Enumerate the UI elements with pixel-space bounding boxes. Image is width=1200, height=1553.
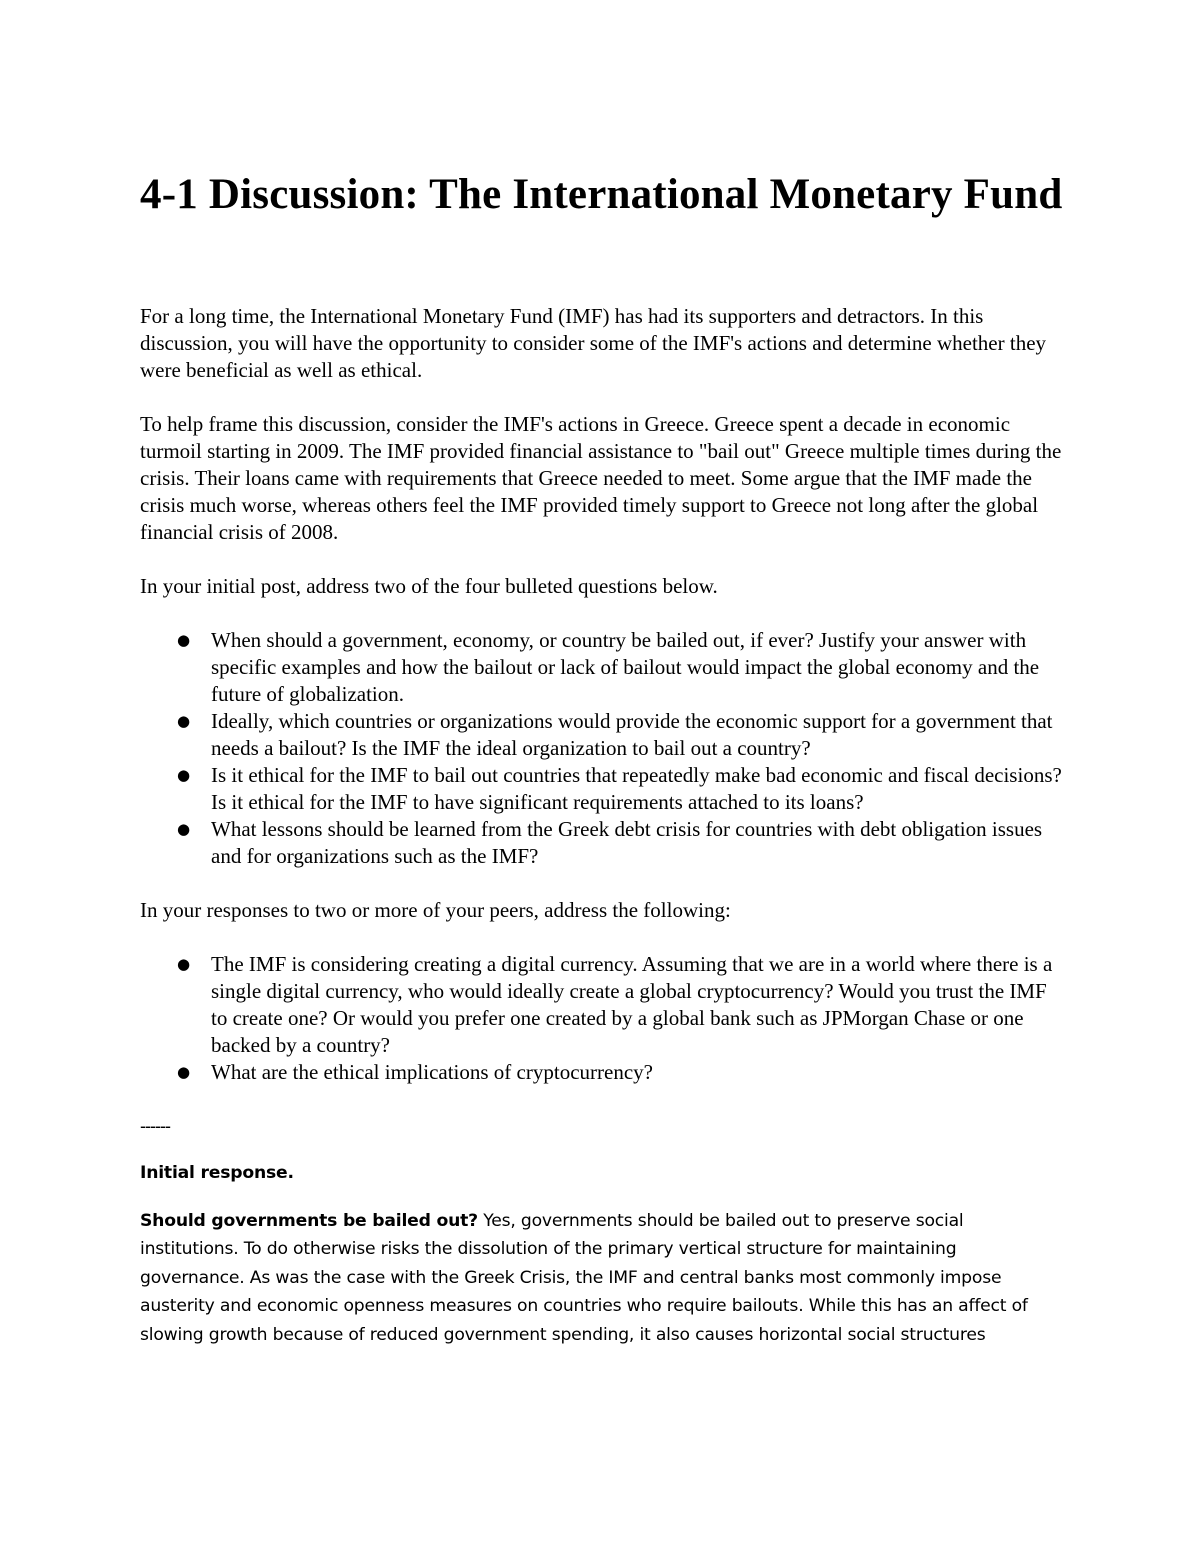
peer-questions-list: [140, 951, 1065, 1086]
frame-paragraph: To help frame this discussion, consider the IMF's actions in Greece. Greece spent a decade in economic turmoil starting in 2009. The IMF provided financial assistance to "bail out" Greece multiple times during the crisis. Their loans came with requirements that Greece needed to meet. Some argue that the IMF made the crisis much worse, whereas others feel the IMF provided timely support to Greece not long after the global financial crisis of 2008.: [140, 412, 1062, 544]
document-content: [140, 165, 1065, 1349]
question-text: What are the ethical implications of cryptocurrency?: [211, 1060, 653, 1084]
list-item: [140, 816, 1065, 870]
list-item: [140, 1059, 1065, 1086]
bullet-icon: ●: [177, 820, 191, 838]
section-separator: ------: [140, 1116, 170, 1136]
response-lead: Should governments be bailed out?: [140, 1210, 478, 1231]
intro-paragraph: For a long time, the International Monetary Fund (IMF) has had its supporters and detractors. In this discussion, you will have the opportunity to consider some of the IMF's actions and determine whether they were beneficial as well as ethical.: [140, 304, 1047, 382]
bullet-icon: ●: [177, 712, 191, 730]
question-text: The IMF is considering creating a digital currency. Assuming that we are in a world where there is a single digital currency, who would ideally create a global cryptocurrency? Would you trust the IMF to create one? Or would you prefer one created by a global bank such as JPMorgan Chase or one backed by a country?: [211, 952, 1053, 1057]
initial-questions-list: [140, 627, 1065, 870]
question-text: When should a government, economy, or country be bailed out, if ever? Justify your answer with specific examples and how the bailout or lack of bailout would impact the global economy and the future of globalization.: [211, 628, 1040, 706]
document-title: 4-1 Discussion: The International Monetary Fund: [140, 171, 1063, 218]
question-text: What lessons should be learned from the Greek debt crisis for countries with debt obligation issues and for organizations such as the IMF?: [211, 817, 1043, 868]
list-item: [140, 762, 1065, 816]
bullet-icon: ●: [177, 631, 191, 649]
peer-prompt: In your responses to two or more of your peers, address the following:: [140, 898, 731, 922]
initial-post-prompt: In your initial post, address two of the four bulleted questions below.: [140, 574, 718, 598]
list-item: [140, 951, 1065, 1059]
bullet-icon: ●: [177, 955, 191, 973]
bullet-icon: ●: [177, 766, 191, 784]
response-body: Yes, governments should be bailed out to preserve social institutions. To do otherwise risks the dissolution of the primary vertical structure for maintaining governance. As was the case with the Greek Crisis, the IMF and central banks most commonly impose austerity and economic openness measures on countries who require bailouts. While this has an affect of slowing growth because of reduced government spending, it also causes horizontal social structures: [140, 1210, 1028, 1345]
response-heading: Initial response.: [140, 1163, 294, 1183]
question-text: Is it ethical for the IMF to bail out countries that repeatedly make bad economic and fiscal decisions? Is it ethical for the IMF to have significant requirements attached to its loans?: [211, 763, 1062, 814]
response-paragraph: [140, 1207, 1065, 1350]
bullet-icon: ●: [177, 1063, 191, 1081]
list-item: [140, 708, 1065, 762]
list-item: [140, 627, 1065, 708]
question-text: Ideally, which countries or organizations would provide the economic support for a government that needs a bailout? Is the IMF the ideal organization to bail out a country?: [211, 709, 1053, 760]
